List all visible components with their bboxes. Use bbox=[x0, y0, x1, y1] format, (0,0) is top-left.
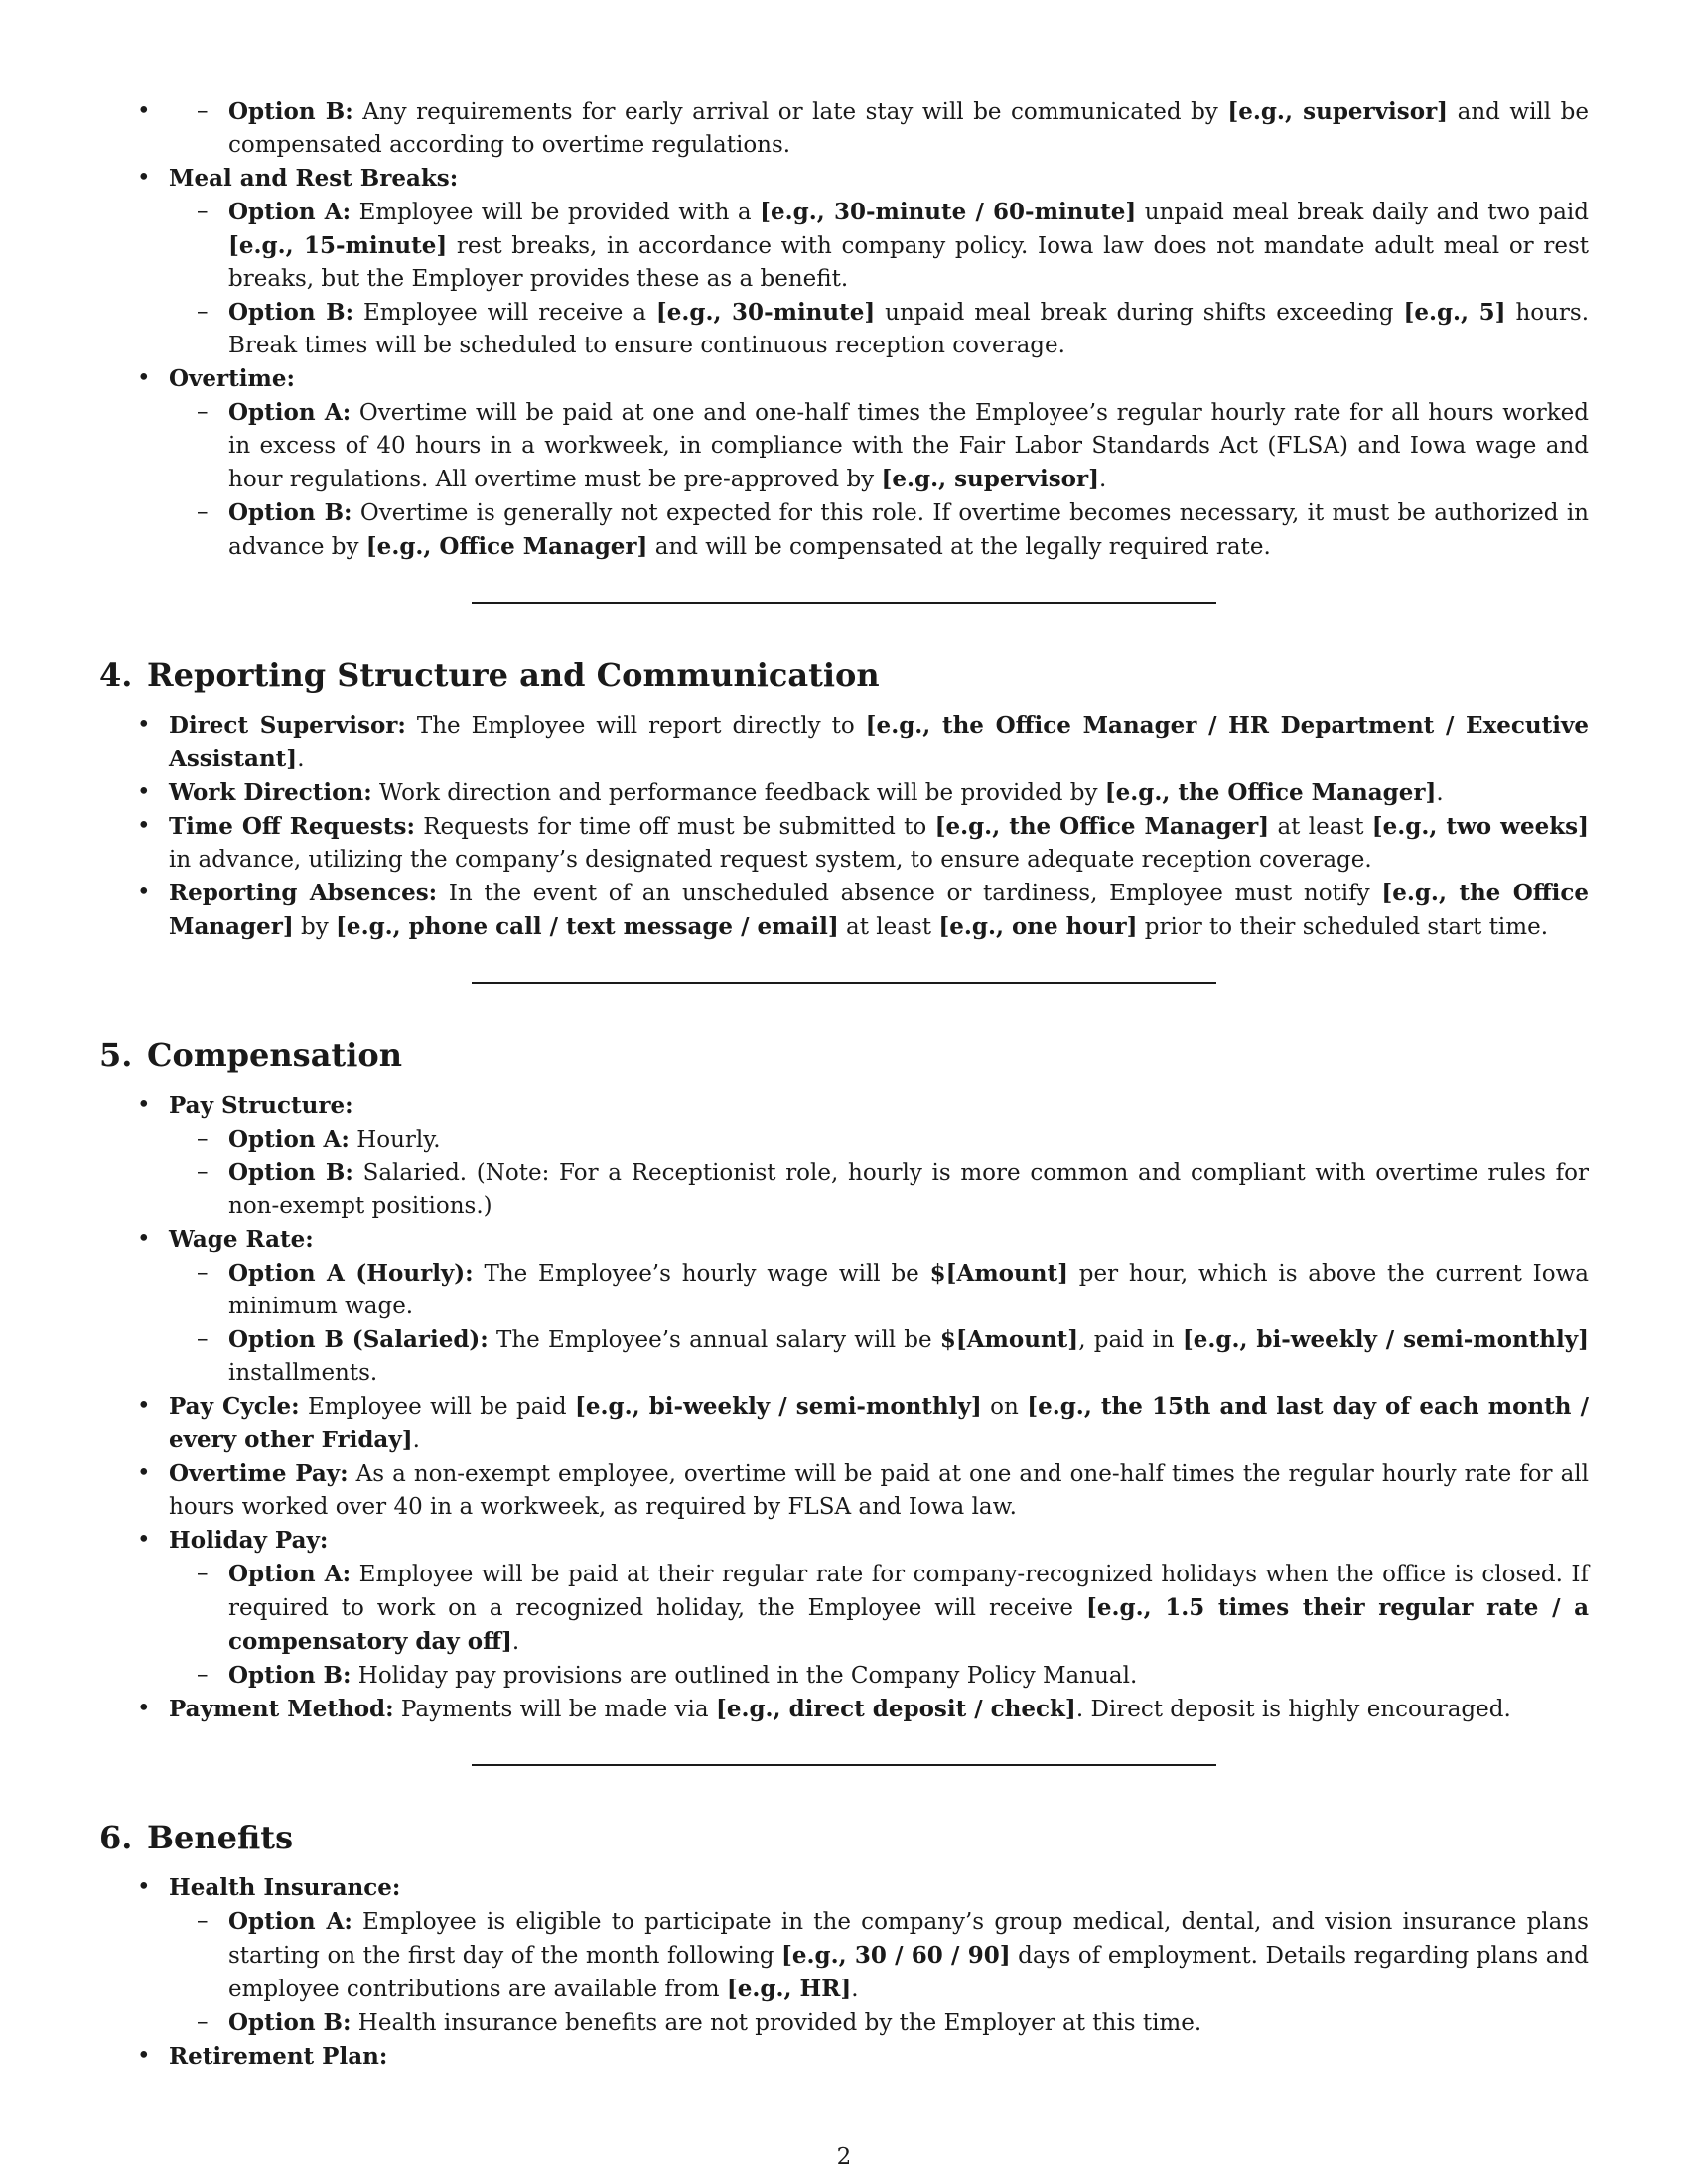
text: Health insurance benefits are not provided by the Employer at this time. bbox=[351, 2010, 1202, 2036]
section-6-heading bbox=[99, 1818, 1589, 1857]
time-off-item bbox=[99, 810, 1589, 877]
holiday-pay-item bbox=[99, 1524, 1589, 1693]
text: The Employee will report directly to bbox=[405, 713, 866, 739]
section4-list bbox=[99, 709, 1589, 944]
text: . bbox=[511, 1629, 520, 1655]
pay-structure-option-b bbox=[169, 1157, 1589, 1223]
placeholder: [e.g., 1.5 times their regular rate / a compensatory day off] bbox=[228, 1594, 1590, 1655]
item-label: Overtime Pay: bbox=[169, 1460, 349, 1487]
text: rest breaks, in accordance with company policy. Iowa law does not mandate adult meal or rest breaks, but the Employer provides these as a benefit. bbox=[228, 233, 1590, 292]
section-5-heading bbox=[99, 1035, 1589, 1075]
option-label: Option A: bbox=[228, 399, 352, 426]
text: prior to their scheduled start time. bbox=[1137, 914, 1549, 940]
health-option-a bbox=[169, 1905, 1589, 2006]
overtime-pay-item bbox=[99, 1457, 1589, 1524]
arrival-option-b bbox=[169, 95, 1589, 162]
placeholder: [e.g., 30-minute / 60-minute] bbox=[760, 199, 1137, 225]
text: installments. bbox=[228, 1360, 378, 1386]
placeholder: [e.g., phone call / text message / email] bbox=[336, 913, 839, 940]
placeholder: [e.g., direct deposit / check] bbox=[715, 1696, 1076, 1722]
section-divider bbox=[472, 602, 1216, 604]
option-label: Option B: bbox=[228, 1662, 352, 1689]
placeholder: $[Amount] bbox=[929, 1260, 1068, 1287]
placeholder: [e.g., 30 / 60 / 90] bbox=[781, 1942, 1011, 1969]
placeholder: [e.g., bi-weekly / semi-monthly] bbox=[574, 1393, 982, 1420]
meal-breaks-item bbox=[99, 162, 1589, 362]
section-title: Reporting Structure and Communication bbox=[147, 656, 880, 694]
text: by bbox=[293, 914, 337, 940]
text: per hour, which is above the current Iowa minimum wage. bbox=[228, 1261, 1589, 1319]
text: . bbox=[1099, 467, 1107, 492]
text: Work direction and performance feedback will be provided by bbox=[371, 780, 1105, 806]
text: . bbox=[412, 1428, 420, 1453]
wage-rate-item bbox=[99, 1223, 1589, 1390]
option-label: Option B: bbox=[228, 98, 353, 125]
option-label: Option A: bbox=[228, 1561, 352, 1587]
text: . bbox=[297, 747, 305, 772]
option-label: Option A (Hourly): bbox=[228, 1260, 474, 1287]
text: hours. Break times will be scheduled to ensure continuous reception coverage. bbox=[228, 300, 1590, 358]
text: . bbox=[1436, 780, 1444, 806]
section-4-heading bbox=[99, 655, 1589, 695]
section3-continued-list bbox=[99, 95, 1589, 162]
placeholder: [e.g., two weeks] bbox=[1371, 813, 1589, 840]
pay-cycle-item bbox=[99, 1390, 1589, 1457]
placeholder: [e.g., one hour] bbox=[938, 913, 1138, 940]
holiday-pay-option-b bbox=[169, 1659, 1589, 1693]
placeholder: [e.g., 15-minute] bbox=[228, 232, 448, 259]
text: Employee is eligible to participate in the company’s group medical, dental, and vision insurance plans starting on the first day of the month following bbox=[228, 1909, 1589, 1969]
option-label: Option B: bbox=[228, 1160, 353, 1186]
option-label: Option B: bbox=[228, 2009, 352, 2036]
sublist bbox=[99, 1558, 1589, 1693]
text: Payments will be made via bbox=[393, 1697, 716, 1722]
placeholder: [e.g., bi-weekly / semi-monthly] bbox=[1182, 1326, 1590, 1353]
option-label: Option A: bbox=[228, 1908, 352, 1935]
text: . Direct deposit is highly encouraged. bbox=[1075, 1697, 1511, 1722]
text: days of employment. Details regarding plans and employee contributions are available from bbox=[228, 1943, 1589, 2002]
text: on bbox=[981, 1394, 1028, 1420]
text: Hourly. bbox=[349, 1127, 441, 1153]
text: Any requirements for early arrival or late stay will be communicated by bbox=[352, 99, 1228, 125]
placeholder: [e.g., 30-minute] bbox=[655, 299, 876, 326]
placeholder: [e.g., Office Manager] bbox=[365, 533, 648, 560]
holiday-pay-option-a bbox=[169, 1558, 1589, 1659]
text: , paid in bbox=[1078, 1327, 1183, 1353]
health-option-b bbox=[169, 2006, 1589, 2040]
page-number: 2 bbox=[836, 2144, 852, 2170]
item-label: Time Off Requests: bbox=[169, 813, 415, 840]
item-heading: Wage Rate: bbox=[169, 1226, 314, 1253]
section-title: Compensation bbox=[147, 1036, 402, 1074]
item-label: Payment Method: bbox=[169, 1696, 394, 1722]
section-title: Benefits bbox=[147, 1819, 294, 1856]
text: and will be compensated at the legally required rate. bbox=[647, 534, 1271, 560]
pay-structure-item bbox=[99, 1089, 1589, 1223]
wage-rate-option-b bbox=[169, 1323, 1589, 1390]
text: Requests for time off must be submitted to bbox=[414, 814, 935, 840]
section-number: 4. bbox=[99, 656, 133, 694]
item-heading: Health Insurance: bbox=[169, 1874, 401, 1901]
list-item bbox=[99, 95, 1589, 162]
sublist bbox=[99, 1123, 1589, 1223]
item-heading: Pay Structure: bbox=[169, 1092, 353, 1119]
text: Employee will be provided with a bbox=[351, 200, 761, 225]
option-label: Option B (Salaried): bbox=[228, 1326, 489, 1353]
option-label: Option A: bbox=[228, 199, 352, 225]
text: at least bbox=[1269, 814, 1372, 840]
retirement-plan-item bbox=[99, 2040, 1589, 2074]
text: unpaid meal break during shifts exceeding bbox=[875, 300, 1404, 326]
text: Overtime will be paid at one and one-half times the Employee’s regular hourly rate for all hours worked in excess of 40 hours in a workweek, in compliance with the Fair Labor Standards Act (FLSA) and Iowa wage and hour regulations. All overtime must be pre-approved by bbox=[228, 400, 1589, 492]
item-label: Reporting Absences: bbox=[169, 880, 438, 906]
overtime-option-a bbox=[169, 396, 1589, 496]
sublist bbox=[99, 1905, 1589, 2040]
text: Employee will be paid bbox=[299, 1394, 575, 1420]
placeholder: [e.g., supervisor] bbox=[881, 466, 1100, 492]
work-direction-item bbox=[99, 776, 1589, 810]
option-label: Option B: bbox=[228, 299, 354, 326]
item-heading: Meal and Rest Breaks: bbox=[169, 165, 459, 192]
sublist bbox=[99, 196, 1589, 362]
item-heading: Overtime: bbox=[169, 365, 295, 392]
section-number: 6. bbox=[99, 1819, 133, 1856]
sublist bbox=[99, 95, 1589, 162]
text: As a non-exempt employee, overtime will be paid at one and one-half times the regular hourly rate for all hours worked over 40 in a workweek, as required by FLSA and Iowa law. bbox=[169, 1461, 1589, 1520]
wage-rate-option-a bbox=[169, 1257, 1589, 1323]
payment-method-item bbox=[99, 1693, 1589, 1726]
item-label: Work Direction: bbox=[169, 779, 372, 806]
sublist bbox=[99, 396, 1589, 564]
item-label: Pay Cycle: bbox=[169, 1393, 300, 1420]
section3-list bbox=[99, 162, 1589, 564]
reporting-absences-item bbox=[99, 877, 1589, 944]
placeholder: [e.g., the Office Manager] bbox=[1104, 779, 1437, 806]
text: in advance, utilizing the company’s designated request system, to ensure adequate reception coverage. bbox=[169, 847, 1372, 873]
section6-list bbox=[99, 1871, 1589, 2074]
option-label: Option B: bbox=[228, 499, 352, 526]
section-number: 5. bbox=[99, 1036, 133, 1074]
overtime-item bbox=[99, 362, 1589, 564]
option-label: Option A: bbox=[228, 1126, 350, 1153]
placeholder: [e.g., the Office Manager] bbox=[934, 813, 1270, 840]
placeholder: $[Amount] bbox=[939, 1326, 1079, 1353]
section-divider bbox=[472, 982, 1216, 984]
sublist bbox=[99, 1257, 1589, 1390]
meal-option-a bbox=[169, 196, 1589, 296]
text: In the event of an unscheduled absence or tardiness, Employee must notify bbox=[437, 881, 1382, 906]
placeholder: [e.g., supervisor] bbox=[1227, 98, 1449, 125]
placeholder: [e.g., the 15th and last day of each month / every other Friday] bbox=[169, 1393, 1589, 1453]
item-label: Direct Supervisor: bbox=[169, 712, 406, 739]
placeholder: [e.g., 5] bbox=[1403, 299, 1506, 326]
health-insurance-item bbox=[99, 1871, 1589, 2040]
direct-supervisor-item bbox=[99, 709, 1589, 776]
meal-option-b bbox=[169, 296, 1589, 362]
text: Employee will be paid at their regular rate for company-recognized holidays when the office is closed. If required to work on a recognized holiday, the Employee will receive bbox=[228, 1562, 1589, 1621]
text: Overtime is generally not expected for this role. If overtime becomes necessary, it must be authorized in advance by bbox=[228, 500, 1589, 560]
placeholder: [e.g., HR] bbox=[726, 1976, 852, 2002]
text: The Employee’s hourly wage will be bbox=[473, 1261, 930, 1287]
item-heading: Retirement Plan: bbox=[169, 2043, 388, 2070]
section5-list bbox=[99, 1089, 1589, 1726]
placeholder: [e.g., the Office Manager / HR Department / Executive Assistant] bbox=[169, 712, 1589, 772]
text: unpaid meal break daily and two paid bbox=[1136, 200, 1589, 225]
placeholder: [e.g., the Office Manager] bbox=[169, 880, 1589, 940]
text: Employee will receive a bbox=[353, 300, 656, 326]
text: at least bbox=[838, 914, 939, 940]
pay-structure-option-a bbox=[169, 1123, 1589, 1157]
text: Salaried. (Note: For a Receptionist role, hourly is more common and compliant with overtime rules for non-exempt positions.) bbox=[228, 1160, 1589, 1219]
text: and will be compensated according to overtime regulations. bbox=[228, 99, 1589, 158]
overtime-option-b bbox=[169, 496, 1589, 564]
document-page bbox=[99, 95, 1589, 2074]
item-heading: Holiday Pay: bbox=[169, 1527, 329, 1554]
text: Holiday pay provisions are outlined in the Company Policy Manual. bbox=[351, 1663, 1138, 1689]
text: . bbox=[851, 1977, 859, 2002]
section-divider bbox=[472, 1764, 1216, 1766]
text: The Employee’s annual salary will be bbox=[488, 1327, 940, 1353]
